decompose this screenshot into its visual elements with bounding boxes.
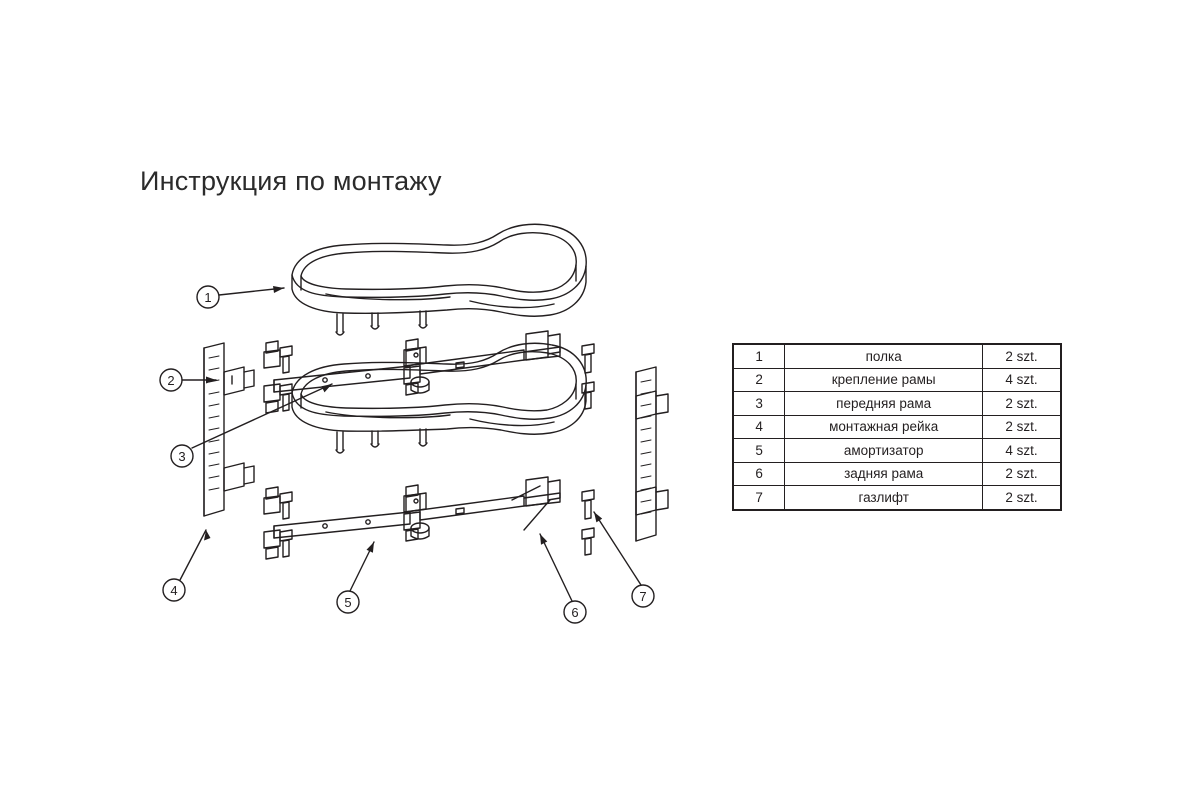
callout-4-label: 4 bbox=[170, 583, 178, 598]
mounting-bracket-left-lower bbox=[224, 463, 254, 491]
callout-1-label: 1 bbox=[204, 290, 212, 305]
shelf-middle bbox=[292, 343, 586, 453]
parts-list-table bbox=[732, 343, 1062, 511]
part-qty: 2 szt. bbox=[982, 486, 1061, 510]
part-number: 1 bbox=[733, 344, 785, 368]
callout-6 bbox=[540, 534, 586, 623]
part-qty: 2 szt. bbox=[982, 344, 1061, 368]
callout-2-label: 2 bbox=[167, 373, 175, 388]
parts-list-body bbox=[733, 344, 1061, 510]
callout-5 bbox=[337, 542, 374, 613]
part-qty: 4 szt. bbox=[982, 368, 1061, 392]
table-row bbox=[733, 344, 1061, 368]
part-name: монтажная рейка bbox=[785, 415, 983, 439]
callout-6-label: 6 bbox=[571, 605, 579, 620]
table-row bbox=[733, 415, 1061, 439]
part-name: амортизатор bbox=[785, 439, 983, 463]
callout-3 bbox=[171, 384, 332, 467]
callout-5-label: 5 bbox=[344, 595, 352, 610]
callout-4 bbox=[163, 530, 211, 601]
part-qty: 4 szt. bbox=[982, 439, 1061, 463]
part-number: 6 bbox=[733, 462, 785, 486]
front-frame-upper bbox=[264, 339, 420, 413]
callout-3-label: 3 bbox=[178, 449, 186, 464]
part-number: 4 bbox=[733, 415, 785, 439]
part-qty: 2 szt. bbox=[982, 392, 1061, 416]
callout-7 bbox=[594, 512, 654, 607]
table-row bbox=[733, 392, 1061, 416]
part-number: 7 bbox=[733, 486, 785, 510]
front-frame-lower bbox=[264, 485, 420, 559]
table-row bbox=[733, 368, 1061, 392]
part-name: газлифт bbox=[785, 486, 983, 510]
part-name: крепление рамы bbox=[785, 368, 983, 392]
hardware-upper bbox=[280, 344, 594, 411]
page-title: Инструкция по монтажу bbox=[140, 166, 442, 196]
part-qty: 2 szt. bbox=[982, 462, 1061, 486]
table-row bbox=[733, 486, 1061, 510]
part-name: задняя рама bbox=[785, 462, 983, 486]
mounting-rail-right bbox=[636, 367, 668, 541]
part-name: полка bbox=[785, 344, 983, 368]
callout-7-label: 7 bbox=[639, 589, 647, 604]
part-qty: 2 szt. bbox=[982, 415, 1061, 439]
exploded-assembly-diagram bbox=[120, 200, 720, 650]
part-number: 5 bbox=[733, 439, 785, 463]
part-name: передняя рама bbox=[785, 392, 983, 416]
table-row bbox=[733, 462, 1061, 486]
part-number: 2 bbox=[733, 368, 785, 392]
table-row bbox=[733, 439, 1061, 463]
rear-frame-lower bbox=[406, 477, 594, 555]
part-number: 3 bbox=[733, 392, 785, 416]
callout-2 bbox=[160, 369, 216, 391]
callout-1 bbox=[197, 286, 284, 308]
shelf-top bbox=[292, 224, 586, 335]
